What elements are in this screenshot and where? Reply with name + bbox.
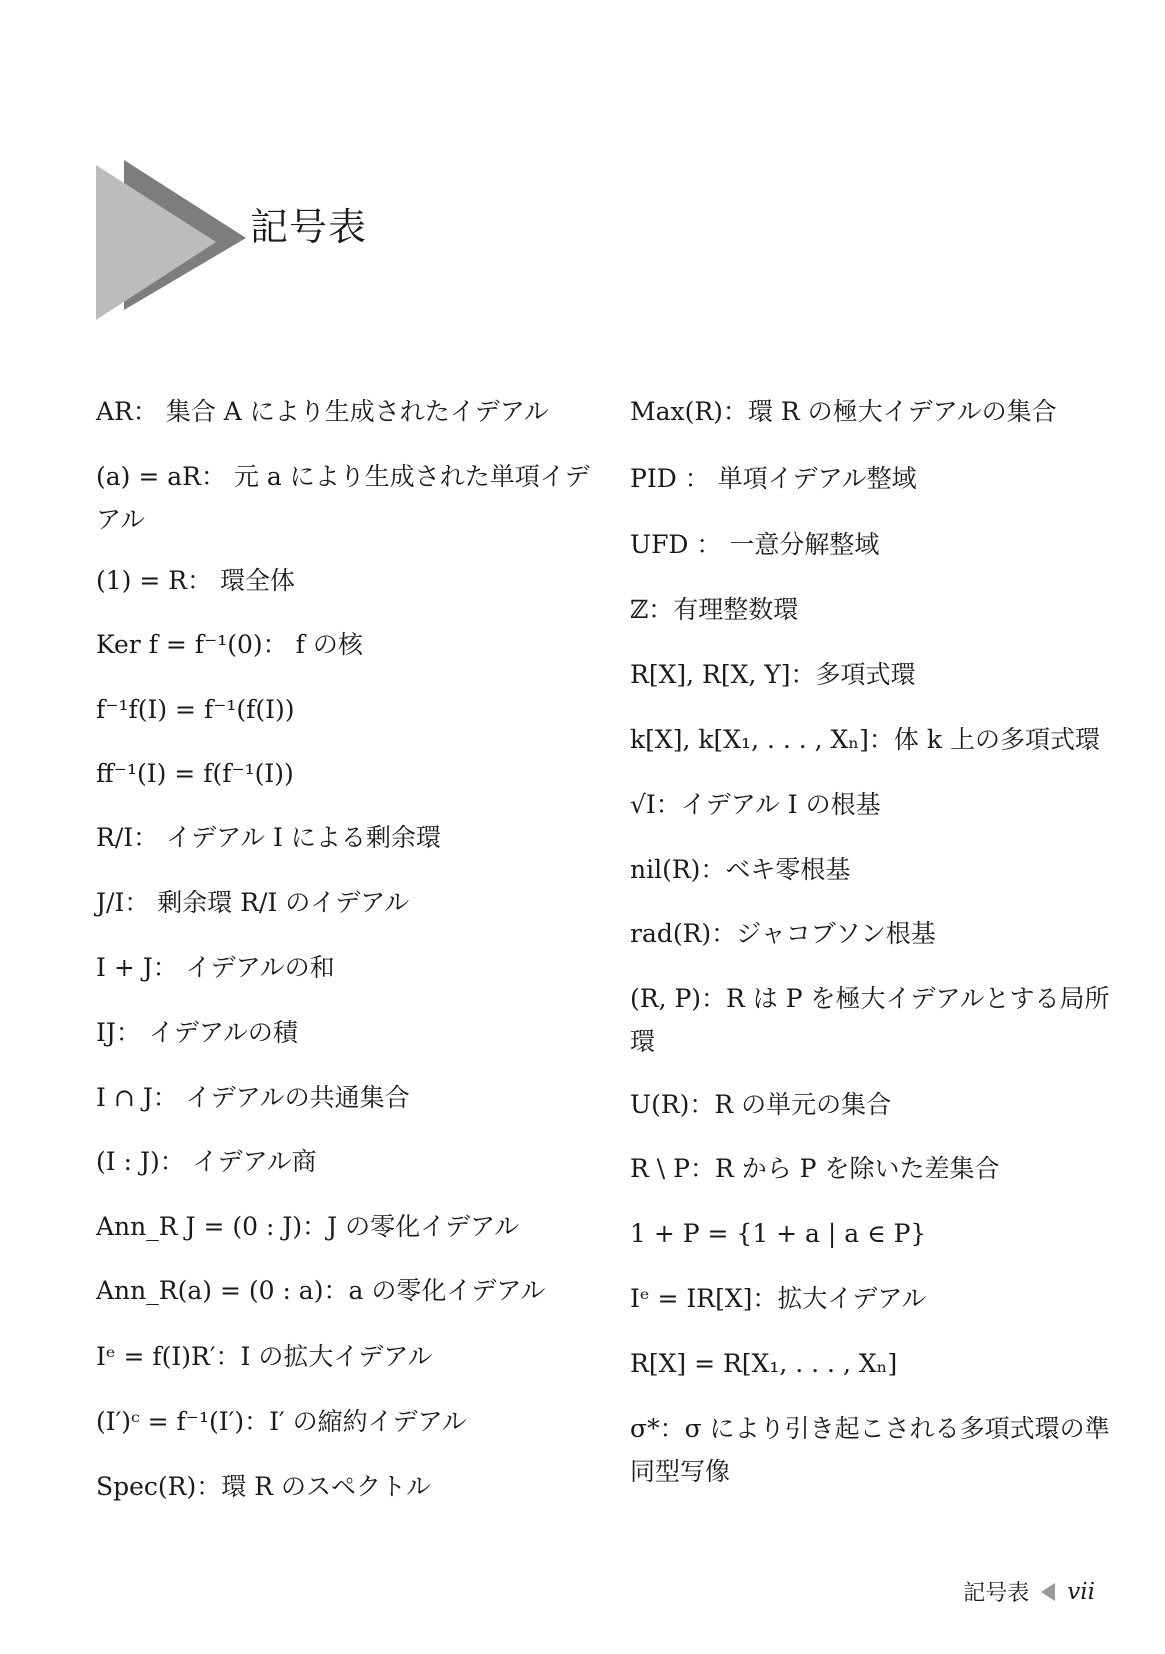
symbol-entry: I ∩ J： イデアルの共通集合 <box>96 1083 410 1112</box>
page-number: vii <box>1067 1578 1095 1605</box>
symbol-entry: Ann_R(a) = (0 : a)：a の零化イデアル <box>96 1276 546 1305</box>
symbol-list-left <box>96 390 596 1508</box>
symbol-entry: (R, P)：R は P を極大イデアルとする局所環 <box>630 984 1110 1056</box>
symbol-entry: Max(R)：環 R の極大イデアルの集合 <box>630 397 1057 426</box>
symbol-entry: (I′)ᶜ = f⁻¹(I′)：I′ の縮約イデアル <box>96 1407 467 1436</box>
symbol-entry: U(R)：R の単元の集合 <box>630 1090 892 1119</box>
symbol-entry: J/I： 剰余環 R/I のイデアル <box>96 888 410 917</box>
symbol-entry: R/I： イデアル I による剰余環 <box>96 823 441 852</box>
symbol-entry: Ann_R J = (0 : J)：J の零化イデアル <box>96 1212 520 1241</box>
triangle-left-icon <box>1041 1583 1055 1601</box>
symbol-entry: Iᵉ = f(I)R′：I の拡大イデアル <box>96 1342 433 1371</box>
symbol-entry: 1 + P = {1 + a | a ∈ P} <box>630 1219 927 1248</box>
symbol-entry: Spec(R)：環 R のスペクトル <box>96 1472 431 1501</box>
symbol-entry: rad(R)：ジャコブソン根基 <box>630 919 936 948</box>
symbol-entry: nil(R)：ベキ零根基 <box>630 855 851 884</box>
page-title: 記号表 <box>250 205 368 249</box>
chapter-arrow-icon <box>96 160 256 325</box>
symbol-entry: R \ P：R から P を除いた差集合 <box>630 1154 1000 1183</box>
symbol-entry: I + J： イデアルの和 <box>96 953 335 982</box>
symbol-entry: PID ： 単項イデアル整域 <box>630 464 917 493</box>
symbol-entry: ff⁻¹(I) = f(f⁻¹(I)) <box>96 759 294 788</box>
symbol-entry: √I：イデアル I の根基 <box>630 790 881 819</box>
symbol-entry: (I : J)： イデアル商 <box>96 1147 317 1176</box>
symbol-entry: R[X] = R[X₁, . . . , Xₙ] <box>630 1349 898 1378</box>
symbol-entry: ℤ：有理整数環 <box>630 595 799 624</box>
symbol-entry: σ*：σ により引き起こされる多項式環の準同型写像 <box>630 1414 1110 1486</box>
symbol-entry: R[X], R[X, Y]：多項式環 <box>630 660 916 689</box>
symbol-entry: Iᵉ = IR[X]：拡大イデアル <box>630 1284 927 1313</box>
page-footer <box>963 1576 1095 1607</box>
symbol-entry: f⁻¹f(I) = f⁻¹(f(I)) <box>96 695 295 724</box>
footer-section-label: 記号表 <box>963 1581 1030 1606</box>
symbol-entry: Ker f = f⁻¹(0)： f の核 <box>96 630 363 659</box>
symbol-entry: UFD ： 一意分解整域 <box>630 530 880 559</box>
symbol-entry: IJ： イデアルの積 <box>96 1018 298 1047</box>
symbol-entry: k[X], k[X₁, . . . , Xₙ]：体 k 上の多項式環 <box>630 725 1100 754</box>
symbol-list-right <box>630 390 1120 1493</box>
symbol-entry: (1) = R： 環全体 <box>96 566 296 595</box>
symbol-entry: AR： 集合 A により生成されたイデアル <box>96 397 549 426</box>
symbol-entry: (a) = aR： 元 a により生成された単項イデアル <box>96 462 590 534</box>
